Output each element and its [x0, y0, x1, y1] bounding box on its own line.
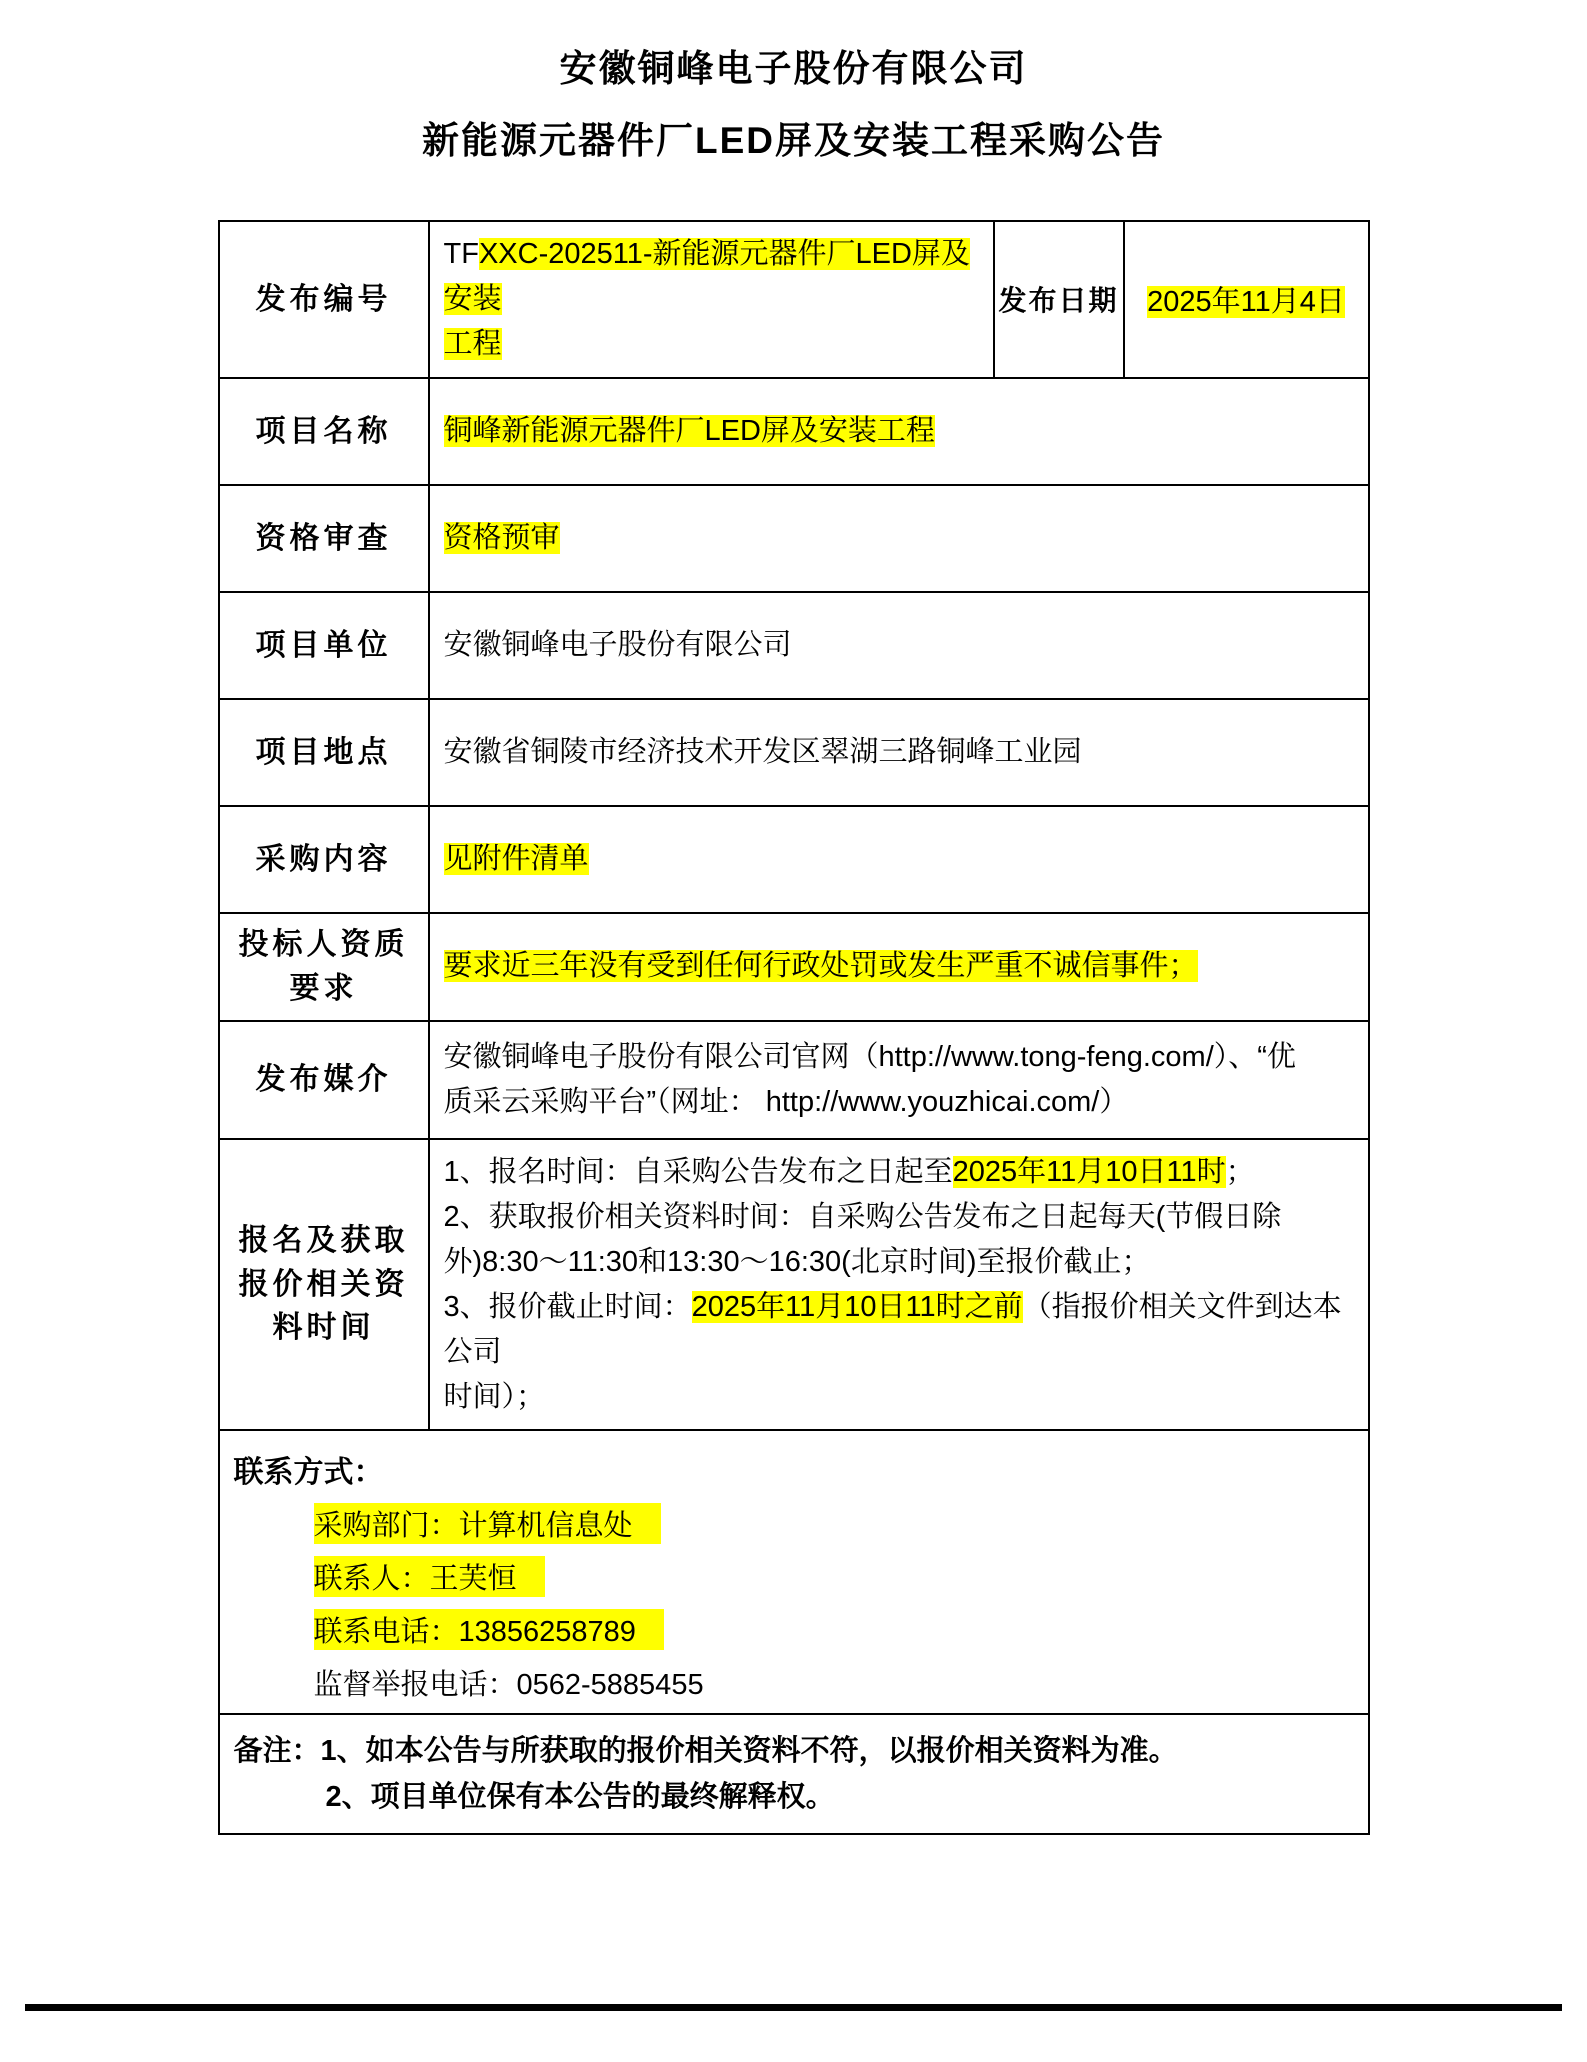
bidder-qualification-label [219, 913, 429, 1021]
project-name-highlight-text: 铜峰新能源元器件厂LED屏及安装工程 [443, 414, 935, 447]
publish-number-highlight-text2: 工程 [443, 327, 502, 360]
table-row-qualification-review [219, 485, 1369, 592]
table-row-project-unit [219, 592, 1369, 699]
schedule-label-line2: 报价相关资 [238, 1267, 409, 1301]
contact-phone-line [314, 1609, 1354, 1650]
project-location-label: 项目地点 [219, 699, 429, 806]
remark-line2: 2、项目单位保有本公告的最终解释权。 [325, 1781, 835, 1814]
publish-number-label: 发布编号 [219, 221, 429, 378]
contact-person-highlight-text: 联系人：王芙恒 [314, 1556, 545, 1597]
schedule-item2-line1: 2、获取报价相关资料时间：自采购公告发布之日起每天(节假日除 [443, 1200, 1282, 1233]
schedule-item3-highlight-text: 2025年11月10日11时之前 [691, 1290, 1023, 1323]
contact-supervise-phone-text: 监督举报电话：0562-5885455 [313, 1669, 704, 1702]
procurement-content-label: 采购内容 [219, 806, 429, 913]
contact-department-highlight-text: 采购部门：计算机信息处 [314, 1503, 661, 1544]
schedule-item3-line2: 时间）； [443, 1380, 546, 1413]
schedule-item1 [444, 1150, 1354, 1195]
schedule-item3-prefix: 3、报价截止时间： [443, 1290, 692, 1323]
procurement-content-highlight-text: 见附件清单 [443, 842, 589, 875]
schedule-item1-suffix: ； [1225, 1155, 1255, 1188]
schedule-item3-suffix: （指报价相关文件到达本公司 [443, 1290, 1342, 1368]
publish-number-highlight-text: XXC-202511-新能源元器件厂LED屏及安装 [443, 238, 970, 315]
page-title-announcement: 新能源元器件厂LED屏及安装工程采购公告 [422, 120, 1165, 161]
publish-number-value [429, 221, 994, 378]
project-unit-value: 安徽铜峰电子股份有限公司 [429, 592, 1369, 699]
publish-number-line2 [444, 322, 979, 367]
publish-media-line1: 安徽铜峰电子股份有限公司官网（http://www.tong-feng.com/）、“优 [443, 1040, 1296, 1073]
table-row-bidder-qualification [219, 913, 1369, 1021]
publish-media-label: 发布媒介 [219, 1021, 429, 1139]
publish-date-label: 发布日期 [994, 221, 1124, 378]
contact-heading: 联系方式： [233, 1456, 384, 1490]
publish-date-value [1124, 221, 1369, 378]
table-row-project-name [219, 378, 1369, 485]
table-row-project-location [219, 699, 1369, 806]
contact-section [219, 1430, 1369, 1714]
project-name-value [429, 378, 1369, 485]
project-unit-label: 项目单位 [219, 592, 429, 699]
schedule-value [429, 1139, 1369, 1431]
schedule-item3 [444, 1285, 1354, 1375]
table-row-procurement-content [219, 806, 1369, 913]
schedule-label [219, 1139, 429, 1431]
schedule-item1-highlight-text: 2025年11月10日11时 [952, 1155, 1226, 1188]
table-row-contact [219, 1430, 1369, 1714]
remark-prefix: 备注： [233, 1735, 321, 1768]
qualification-review-label: 资格审查 [219, 485, 429, 592]
table-row-remark [219, 1714, 1369, 1834]
project-location-value: 安徽省铜陵市经济技术开发区翠湖三路铜峰工业园 [429, 699, 1369, 806]
schedule-label-line3: 料时间 [272, 1311, 375, 1345]
publish-number-plain-text: TF [443, 238, 479, 270]
publish-media-line2: 质采云采购平台”（网址： http://www.youzhicai.com/） [443, 1085, 1129, 1118]
qualification-review-value [429, 485, 1369, 592]
schedule-label-line1: 报名及获取 [238, 1224, 409, 1258]
table-row-publish-media [219, 1021, 1369, 1139]
table-row-schedule [219, 1139, 1369, 1431]
contact-phone-highlight-text: 联系电话：13856258789 [314, 1609, 664, 1650]
schedule-item2-line2: 外)8:30～11:30和13:30～16:30(北京时间)至报价截止； [443, 1245, 1151, 1278]
page-title-company: 安徽铜峰电子股份有限公司 [559, 48, 1028, 89]
schedule-item1-prefix: 1、报名时间：自采购公告发布之日起至 [443, 1155, 953, 1188]
project-name-label: 项目名称 [219, 378, 429, 485]
procurement-content-value [429, 806, 1369, 913]
publish-number-line1 [444, 232, 979, 322]
remark-line1 [234, 1728, 1354, 1774]
publish-media-value [429, 1021, 1369, 1139]
table-row-publish-number [219, 221, 1369, 378]
bidder-qualification-label-line2: 要求 [289, 971, 358, 1005]
page-footer-rule [25, 2004, 1562, 2011]
contact-person-line [314, 1556, 1354, 1597]
bidder-qualification-highlight-text: 要求近三年没有受到任何行政处罚或发生严重不诚信事件； [443, 950, 1198, 983]
remark-section [219, 1714, 1369, 1834]
contact-department-line [314, 1503, 1354, 1544]
announcement-table [218, 220, 1370, 1835]
bidder-qualification-value [429, 913, 1369, 1021]
qualification-review-highlight-text: 资格预审 [443, 521, 560, 554]
remark-line1-text: 1、如本公告与所获取的报价相关资料不符，以报价相关资料为准。 [320, 1735, 1178, 1768]
publish-date-highlight-text: 2025年11月4日 [1147, 285, 1345, 318]
bidder-qualification-label-line1: 投标人资质 [238, 928, 409, 962]
contact-supervise-phone-line [314, 1662, 1354, 1703]
